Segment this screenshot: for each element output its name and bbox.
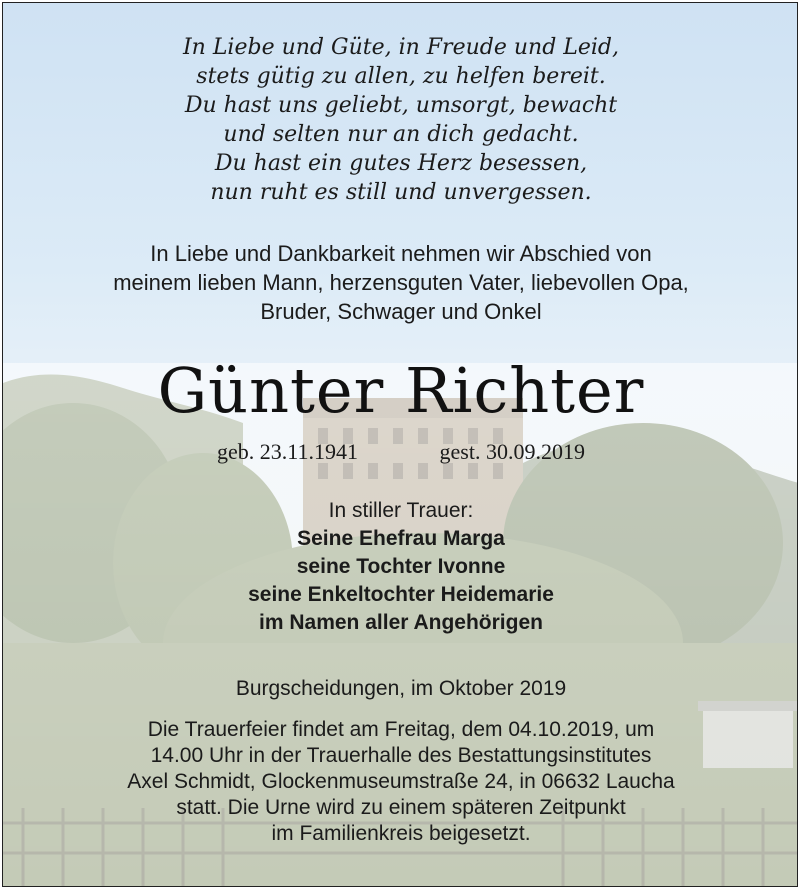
- intro-line: meinem lieben Mann, herzensguten Vater, liebevollen Opa,: [113, 270, 689, 295]
- obituary-notice: [2, 2, 798, 887]
- poem-line: stets gütig zu allen, zu helfen bereit.: [196, 64, 606, 89]
- life-dates: [3, 437, 798, 467]
- funeral-line: Die Trauerfeier findet am Freitag, dem 04.10.2019, um: [147, 718, 655, 741]
- mourner-name: Seine Ehefrau Marga: [297, 527, 505, 550]
- place-and-date: Burgscheidungen, im Oktober 2019: [235, 677, 567, 700]
- poem-line: Du hast ein gutes Herz besessen,: [214, 151, 588, 176]
- funeral-details: [3, 717, 798, 847]
- poem-line: In Liebe und Güte, in Freude und Leid,: [182, 35, 620, 60]
- intro-line: In Liebe und Dankbarkeit nehmen wir Abschied von: [150, 241, 652, 266]
- death-date: gest. 30.09.2019: [439, 439, 585, 464]
- memorial-poem: [3, 33, 798, 207]
- poem-line: nun ruht es still und unvergessen.: [210, 180, 592, 205]
- intro-line: Bruder, Schwager und Onkel: [260, 299, 542, 324]
- mourner-name: seine Tochter Ivonne: [296, 555, 506, 578]
- funeral-line: 14.00 Uhr in der Trauerhalle des Bestattungsinstitutes: [150, 744, 652, 767]
- deceased-name: Günter Richter: [157, 354, 645, 427]
- poem-line: und selten nur an dich gedacht.: [223, 122, 579, 147]
- mourners-heading: In stiller Trauer:: [328, 499, 474, 522]
- funeral-line: Axel Schmidt, Glockenmuseumstraße 24, in 06632 Laucha: [127, 770, 675, 793]
- mourner-name: seine Enkeltochter Heidemarie: [248, 583, 554, 606]
- funeral-line: statt. Die Urne wird zu einem späteren Zeitpunkt: [176, 796, 626, 819]
- funeral-line: im Familienkreis beigesetzt.: [271, 822, 531, 845]
- poem-line: Du hast uns geliebt, umsorgt, bewacht: [184, 93, 618, 118]
- farewell-intro: [3, 239, 798, 326]
- mourner-name: im Namen aller Angehörigen: [259, 611, 543, 634]
- mourners-block: [3, 497, 798, 637]
- birth-date: geb. 23.11.1941: [217, 439, 358, 464]
